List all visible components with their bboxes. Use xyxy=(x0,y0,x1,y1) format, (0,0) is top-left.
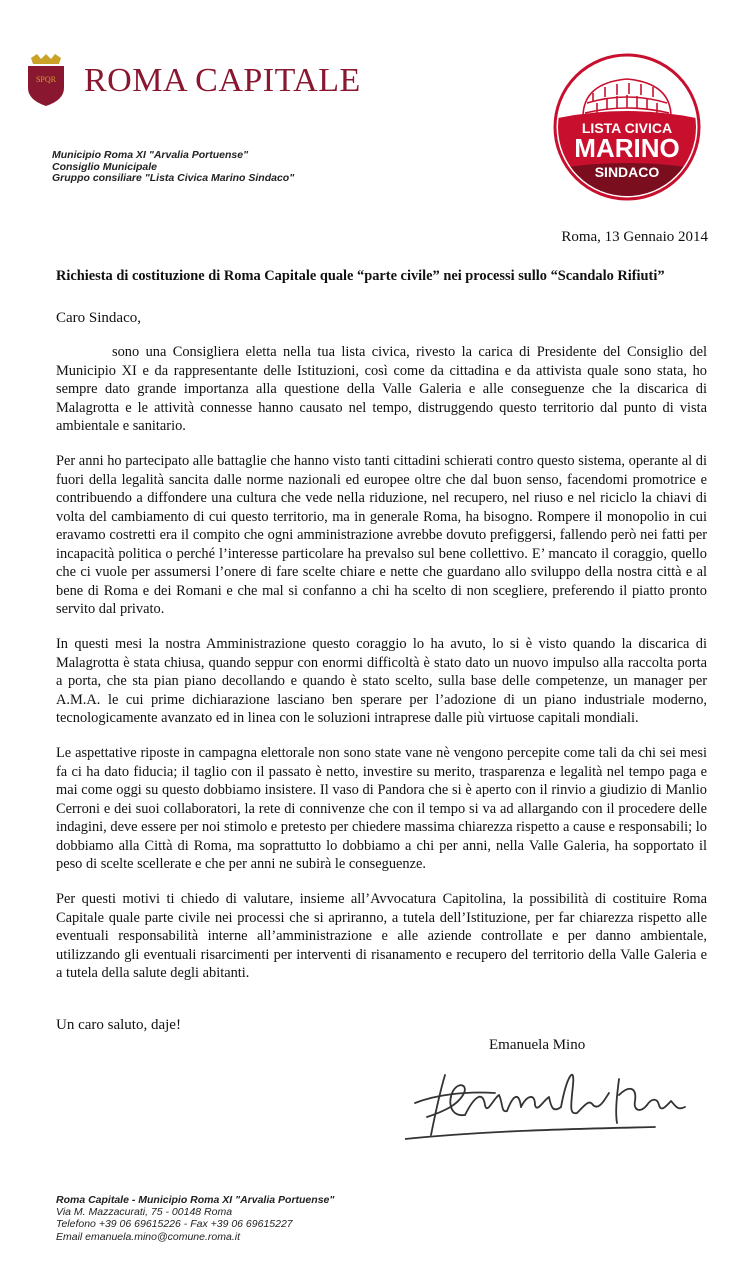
header-line-municipio: Municipio Roma XI "Arvalia Portuense" xyxy=(52,149,249,161)
header-line-gruppo: Gruppo consiliare "Lista Civica Marino Sindaco" xyxy=(52,172,295,184)
paragraph: Per questi motivi ti chiedo di valutare, insieme all’Avvocatura Capitolina, la possibilità di costituire Roma Capitale quale parte civile nei processi che si apriranno, a tutela dell’Istituzione, per far chiarezza rispetto alle eventuali responsabilità interne all’amministrazione e alle aziende controllate e per danno ambientale, utilizzando gli eventuali risarcimenti per interventi di risanamento e recupero del territorio della Valle Galeria e a tutela della salute degli abitanti. xyxy=(56,891,707,981)
logo-line-sindaco: SINDACO xyxy=(594,164,660,180)
footer-line-email: Email emanuela.mino@comune.roma.it xyxy=(56,1230,240,1243)
paragraph: Per anni ho partecipato alle battaglie che hanno visto tanti cittadini schierati contro questo sistema, operante al di fuori della legalità sancita dalle norme nazionali ed europee oltre che dal buon senso, facendomi promotrice e contribuendo a diffondere una cultura che vede nella riduzione, nel recupero, nel riuso e nel riciclo la chiavi di volta del cambiamento di cui questo territorio, ma in generale Roma, ha bisogno. Rompere il monopolio in cui eravamo costretti era il compito che ogni amministrazione avrebbe dovuto prefiggersi, fallendo però nei fatti per incapacità politica o perché l’interesse particolare ha prevalso sul bene collettivo. E’ mancato il coraggio, quello che ci vuole per assumersi l’onere di fare scelte chiare e nette che guardano allo sviluppo della nostra città e al bene di Roma e dei Romani e che mal si confanno a chi ha scelto di non scegliere, preferendo il piatto pronto servito dal privato. xyxy=(56,453,707,617)
signer-name: Emanuela Mino xyxy=(489,1037,586,1053)
letter-date: Roma, 13 Gennaio 2014 xyxy=(561,229,708,245)
letter-body xyxy=(56,343,707,999)
letter-greeting: Caro Sindaco, xyxy=(56,310,141,326)
footer-line-address: Via M. Mazzacurati, 75 - 00148 Roma xyxy=(56,1206,233,1219)
letter-closing: Un caro saluto, daje! xyxy=(56,1017,181,1033)
roma-capitale-brand: ROMA CAPITALE xyxy=(84,62,361,99)
paragraph: sono una Consigliera eletta nella tua lista civica, rivesto la carica di Presidente del Consiglio del Municipio XI e da rappresentante delle Istituzioni, così come da cittadina e da attivista quale sono stata, ho sempre dato grande importanza alla questione della Valle Galeria e alle conseguenze che la discarica di Malagrotta e le attività connesse hanno causato nel tempo, distruggendo questo territorio dal punto di vista ambientale e sanitario. xyxy=(56,344,707,434)
handwritten-signature xyxy=(405,1055,695,1145)
header-info xyxy=(52,150,294,185)
emblem-text: SPQR xyxy=(35,75,57,84)
paragraph: Le aspettative riposte in campagna elettorale non sono state vane nè vengono percepite come tali da chi sei mesi fa ci ha dato fiducia; il taglio con il passato è netto, investire su merito, trasparenza e legalità nel tempo paga e mai come oggi su questo dobbiamo insistere. Il vaso di Pandora che si è aperto con il rinvio a giudizio di Manlio Cerroni e dei suoi collaboratori, la rete di connivenze che con il tempo si va ad allargando con il procedere delle indagini, deve essere per noi stimolo e pretesto per chiedere massima chiarezza rispetto a cause e responsabili; lo dobbiamo alla Città di Roma, ma soprattutto lo dobbiamo a chi per anni, nella Valle Galeria, ha sopportato il peso di scelte scellerate e che per anni ne subirà le conseguenze. xyxy=(56,745,707,872)
footer-info xyxy=(56,1194,334,1243)
logo-line-lista-civica: LISTA CIVICA xyxy=(581,120,673,136)
footer-line-municipio: Roma Capitale - Municipio Roma XI "Arvalia Portuense" xyxy=(56,1194,335,1206)
footer-line-phone: Telefono +39 06 69615226 - Fax +39 06 69615227 xyxy=(56,1218,293,1231)
letter-subject: Richiesta di costituzione di Roma Capitale quale “parte civile” nei processi sullo “Scandalo Rifiuti” xyxy=(56,268,665,284)
header-line-consiglio: Consiglio Municipale xyxy=(52,160,158,173)
logo-line-marino: MARINO xyxy=(574,133,680,163)
paragraph: In questi mesi la nostra Amministrazione questo coraggio lo ha avuto, lo si è visto quando la discarica di Malagrotta è stata chiusa, quando seppur con enormi difficoltà è stato dato un nuovo impulso alla raccolta porta a porta, che sta pian piano decollando e quando è stato scelto, sulla base delle competenze, un manager per A.M.A. le cui prime dichiarazione lasciano ben sperare per l’adozione di un piano industriale moderno, tecnologicamente avanzato ed in linea con le soluzioni intraprese dalle più virtuose capitali mondiali. xyxy=(56,636,707,726)
roma-capitale-emblem-icon xyxy=(25,54,67,106)
lista-civica-marino-logo xyxy=(553,53,701,201)
